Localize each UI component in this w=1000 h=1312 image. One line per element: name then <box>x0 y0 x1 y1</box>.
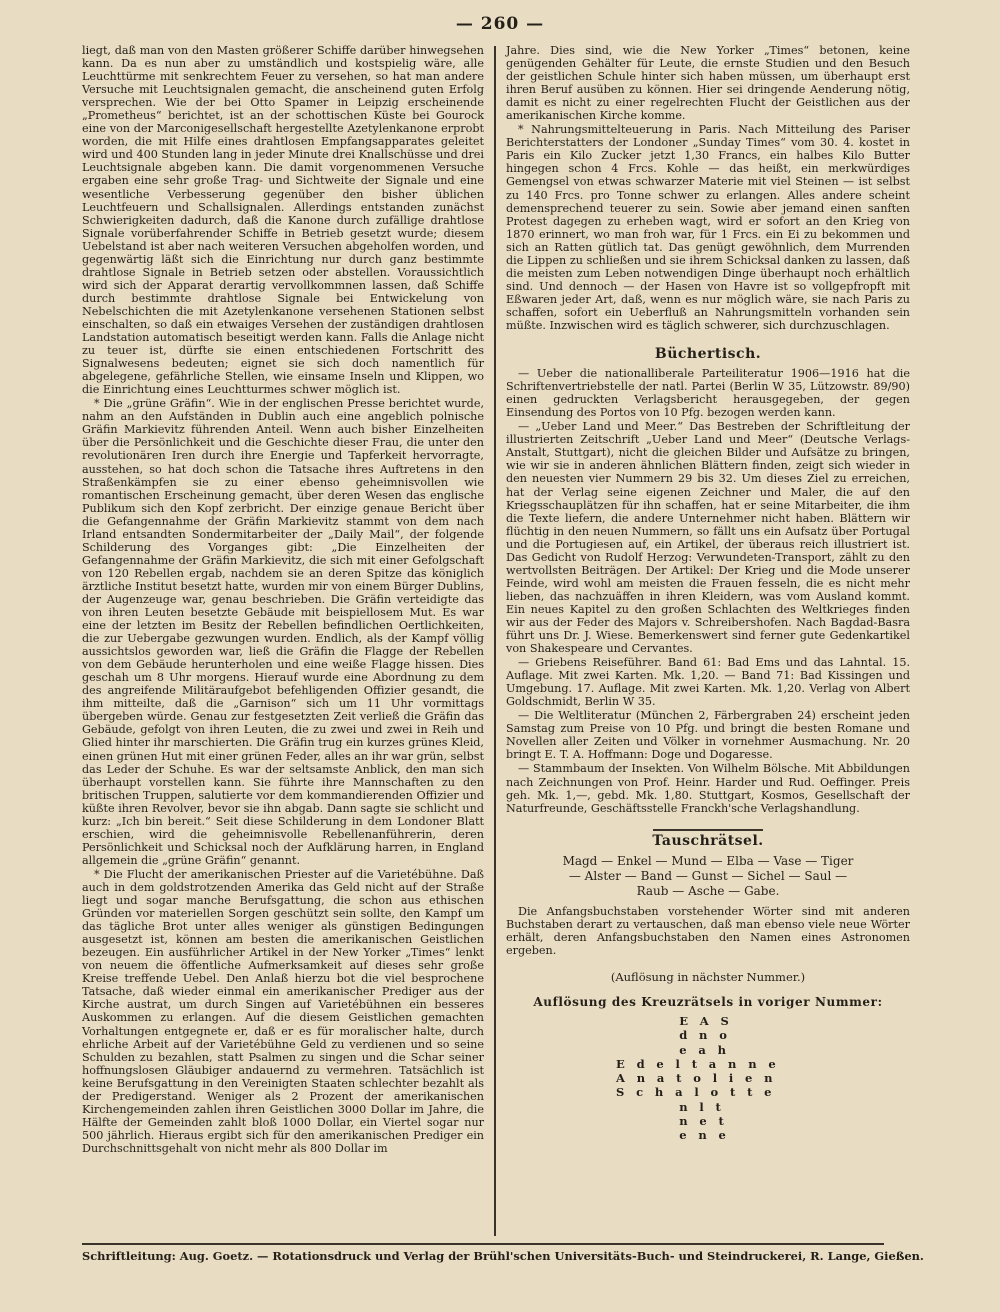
grid-row: Edeltanne <box>616 1056 788 1071</box>
puzzle-heading: Tauschrätsel. <box>652 832 764 849</box>
puzzle-word-line: — Alster — Band — Gunst — Sichel — Saul — <box>568 868 848 883</box>
grid-row: ene <box>616 1128 738 1143</box>
left-column <box>82 44 484 1156</box>
right-column <box>506 44 910 1144</box>
article-paragraph: * Die Flucht der amerikanischen Priester auf die Varietébühne. Daß auch in dem goldstrotzenden Amerika das Geld nicht auf der Straße liegt und sogar manche Berufsgattung, die schon aus ethischen Gründen vor materiellen Sorgen geschützt sein sollte, den Kampf um das tägliche Brot unter alles weniger als günstigen Bedingungen ausgesetzt ist, können am besten die amerikanischen Geistlichen bezeugen. Ein ausführlicher Artikel in der New Yorker „Times“ lenkt von neuem die öffentliche Aufmerksamkeit auf dieses sehr große Kreise treffende Uebel. Den Anlaß hierzu bot die viel besprochene Tatsache, daß wieder einmal ein amerikanischer Prediger aus der Kirche austrat, um durch Singen auf Varietébühnen ein besseres Auskommen zu erlangen. Auf die diesem Geistlichen gemachten Vorhaltungen entgegnete er, daß er es für moralischer halte, durch ehrliche Arbeit auf der Varietébühne Geld zu verdienen und so seine Schulden zu bezahlen, statt Psalmen zu singen und die Schar seiner hoffnungslosen Gläubiger andauernd zu vermehren. Tatsächlich ist keine Berufsgattung in den Vereinigten Staaten schlechter bezahlt als der Predigerstand. Weniger als 2 Prozent der amerikanischen Kirchengemeinden zahlen ihren Geistlichen 3000 Dollar im Jahre, die Hälfte der Gemeinden zahlt bloß 1000 Dollar, ein Viertel sogar nur 500 jährlich. Hieraus ergibt sich für den amerikanischen Prediger ein Durchschnittsgehalt von nicht mehr als 800 Dollar im <box>82 867 484 1155</box>
grid-row: dno <box>616 1028 739 1043</box>
grid-row: nlt <box>616 1099 733 1114</box>
books-heading: Büchertisch. <box>654 346 762 363</box>
puzzle-word-line: Raub — Asche — Gabe. <box>636 883 780 898</box>
puzzle-instructions: Die Anfangsbuchstaben vorstehender Wörter sind mit anderen Buchstaben derart zu vertauschen, daß man ebenso viele neue Wörter erhält, deren Anfangsbuchstaben den Namen eines Astronomen ergeben. <box>506 904 910 957</box>
puzzle-note: (Auflösung in nächster Nummer.) <box>610 969 806 984</box>
article-paragraph: * Nahrungsmittelteuerung in Paris. Nach Mitteilung des Pariser Berichterstatters der Londoner „Sunday Times“ vom 30. 4. kostet in Paris ein Kilo Zucker jetzt 1,30 Francs, ein halbes Kilo Butter hingegen schon 4 Frcs. Kohle — das heißt, ein merkwürdiges Gemengsel von etwas schwarzer Materie mit viel Steinen — ist selbst zu 140 Frcs. pro Tonne schwer zu erlangen. Alles andere scheint demensprechend teuerer zu sein. Sowie aber jemand einen sanften Protest dagegen zu erheben wagt, wird er sofort an den Krieg von 1870 erinnert, wo man froh war, für 1 Frcs. ein Ei zu bekommen und sich an Ratten gütlich tat. Das genügt gewöhnlich, dem Murrenden die Lippen zu schließen und sie ihrem Schicksal danken zu lassen, daß die meisten zum Leben notwendigen Dinge überhaupt noch erhältlich sind. Und dennoch — der Hasen von Havre ist so vollgepfropft mit Eßwaren jeder Art, daß, wenn es nur möglich wäre, sie nach Paris zu schaffen, sofort ein Ueberfluß an Nahrungsmitteln vorhanden sein müßte. Inzwischen wird es täglich schwerer, sich durchzuschlagen. <box>506 123 910 332</box>
column-divider <box>494 46 496 1236</box>
grid-row: Schalotte <box>616 1085 784 1100</box>
puzzle-word-line: Magd — Enkel — Mund — Elba — Vase — Tiger <box>562 853 854 868</box>
book-entry: — Ueber die nationalliberale Parteiliteratur 1906—1916 hat die Schriftenvertriebstelle der natl. Partei (Berlin W 35, Lützowstr. 89/90) einen gedruckten Verlagsbericht herausgegeben, der gegen Einsendung des Portos von 10 Pfg. bezogen werden kann. <box>506 367 910 420</box>
grid-row: Anatolien <box>616 1071 785 1086</box>
grid-row: EAS <box>616 1014 741 1028</box>
grid-row: eah <box>616 1042 738 1057</box>
book-entry: — Die Weltliteratur (München 2, Färbergraben 24) erscheint jeden Samstag zum Preise von 10 Pfg. und bringt die besten Romane und Novellen aller Zeiten und Völker in vornehmer Ausmachung. Nr. 20 bringt E. T. A. Hoffmann: Doge und Dogaresse. <box>506 709 910 762</box>
book-entry: — „Ueber Land und Meer.“ Das Bestreben der Schriftleitung der illustrierten Zeitschrift „Ueber Land und Meer“ (Deutsche Verlags-Anstalt, Stuttgart), nicht die gleichen Bilder und Aufsätze zu bringen, wie wir sie in anderen ähnlichen Blättern finden, zeigt sich wieder in den neuesten vier Nummern 29 bis 32. Um dieses Ziel zu erreichen, hat der Verlag seine eigenen Zeichner und Maler, die auf den Kriegsschauplätzen für ihn schaffen, hat er seine Mitarbeiter, die ihm die Texte liefern, die andere Unternehmer nicht haben. Blättern wir flüchtig in den neuen Nummern, so fällt uns ein Aufsatz über Portugal und die Portugiesen auf, ein Artikel, der überaus reich illustriert ist. Das Gedicht von Rudolf Herzog: Verwundeten-Transport, zählt zu den wertvollsten Beiträgen. Der Artikel: Der Krieg und die Mode unserer Feinde, wird wohl am meisten die Frauen fesseln, die es nicht mehr lieben, das nachzuäffen in ihren Kleidern, was vom Ausland kommt. Ein neues Kapitel zu den großen Schlachten des Weltkrieges finden wir aus der Feder des Majors v. Schreibershofen. Nach Bagdad-Basra führt uns Dr. J. Wiese. Bemerkenswert sind ferner gute Gedenkartikel von Shakespeare und Cervantes. <box>506 420 910 656</box>
imprint-footer: Schriftleitung: Aug. Goetz. — Rotationsdruck und Verlag der Brühl'schen Universitäts-Buch- und Steindruckerei, R. Lange, Gießen. <box>82 1249 924 1263</box>
crossword-solution-grid <box>616 1015 910 1144</box>
page-number: — 260 — <box>455 14 545 34</box>
puzzle-word-list <box>506 854 910 899</box>
section-separator <box>653 829 763 831</box>
book-entry: — Stammbaum der Insekten. Von Wilhelm Bölsche. Mit Abbildungen nach Zeichnungen von Prof. Heinr. Harder und Rud. Oeffinger. Preis geh. Mk. 1,—, gebd. Mk. 1,80. Stuttgart, Kosmos, Gesellschaft der Naturfreunde, Geschäftsstelle Franckh'sche Verlagshandlung. <box>506 762 910 815</box>
grid-row: net <box>616 1114 736 1129</box>
solution-heading: Auflösung des Kreuzrätsels in voriger Nummer: <box>533 994 883 1009</box>
book-entry: — Griebens Reiseführer. Band 61: Bad Ems und das Lahntal. 15. Auflage. Mit zwei Karten. Mk. 1,20. — Band 71: Bad Kissingen und Umgebung. 17. Auflage. Mit zwei Karten. Mk. 1,20. Verlag von Albert Goldschmidt, Berlin W 35. <box>506 656 910 709</box>
article-paragraph: liegt, daß man von den Masten größerer Schiffe darüber hinwegsehen kann. Da es nun aber zu umständlich und kostspielig wäre, alle Leuchttürme mit senkrechtem Feuer zu versehen, so hat man andere Versuche mit Leuchtsignalen gemacht, die anscheinend guten Erfolg versprechen. Wie der bei Otto Spamer in Leipzig erscheinende „Prometheus“ berichtet, ist an der schottischen Küste bei Gourock eine von der Marconigesellschaft hergestellte Azetylenkanone erprobt worden, die mit Hilfe eines drahtlosen Empfangsapparates geleitet wird und 400 Stunden lang in jeder Minute drei Knallschüsse und drei Leuchtsignale abgeben kann. Die damit vorgenommenen Versuche ergaben eine sehr große Trag- und Sichtweite der Signale und eine wesentliche Verbesserung gegenüber den bisher üblichen Leuchtfeuern und Schallsignalen. Allerdings entstanden zunächst Schwierigkeiten dadurch, daß die Kanone durch zufällige drahtlose Signale vorüberfahrender Schiffe in Betrieb gesetzt wurde; diesem Uebelstand ist aber nach weiteren Versuchen abgeholfen worden, und gegenwärtig läßt sich die Einrichtung nur durch ganz bestimmte drahtlose Signale in Betrieb setzen oder abstellen. Voraussichtlich wird sich der Apparat derartig vervollkommnen lassen, daß Schiffe durch bestimmte drahtlose Signale bei Entwickelung von Nebelschichten die mit Azetylenkanone versehenen Stationen selbst einschalten, so daß ein etwaiges Versehen der zuständigen drahtlosen Landstation automatisch beseitigt werden kann. Falls die Anlage nicht zu teuer ist, dürfte sie einen entschiedenen Fortschritt des Signalwesens bedeuten; eignet sie sich doch namentlich für abgelegene, gefährliche Stellen, wie einsame Inseln und Klippen, wo die Einrichtung eines Leuchtturmes schwer möglich ist. <box>82 44 484 397</box>
article-paragraph: Jahre. Dies sind, wie die New Yorker „Times“ betonen, keine genügenden Gehälter für Leute, die ernste Studien und den Besuch der geistlichen Schule hinter sich haben müssen, um überhaupt erst ihren Beruf ausüben zu können. Hier sei dringende Aenderung nötig, damit es nicht zu einer regelrechten Flucht der Geistlichen aus der amerikanischen Kirche komme. <box>506 44 910 123</box>
footer-rule <box>82 1243 884 1245</box>
article-paragraph: * Die „grüne Gräfin“. Wie in der englischen Presse berichtet wurde, nahm an den Aufständen in Dublin auch eine angeblich polnische Gräfin Markievitz führenden Anteil. Wenn auch bisher Einzelheiten über die Persönlichkeit und die Geschichte dieser Frau, die unter den revolutionären Iren durch ihre Energie und Tapferkeit hervorragte, ausstehen, so hat doch schon die Tatsache ihres Auftretens in den Straßenkämpfen sie zu einer ebenso geheimnisvollen wie romantischen Erscheinung gemacht, über deren Wesen das englische Publikum sich den Kopf zerbricht. Der einzige genaue Bericht über die Gefangennahme der Gräfin Markievitz stammt von dem nach Irland entsandten Sondermitarbeiter der „Daily Mail“, der folgende Schilderung des Vorganges gibt: „Die Einzelheiten der Gefangennahme der Gräfin Markievitz, die sich mit einer Gefolgschaft von 120 Rebellen ergab, nachdem sie an deren Spitze das königlich ärztliche Institut besetzt hatte, wurden mir von einem Bürger Dublins, der Augenzeuge war, genau beschrieben. Die Gräfin verteidigte das von ihren Leuten besetzte Gebäude mit beispiellosem Mut. Es war eine der letzten im Besitz der Rebellen befindlichen Oertlichkeiten, die zur Uebergabe gezwungen wurden. Endlich, als der Kampf völlig aussichtslos geworden war, ließ die Gräfin die Flagge der Rebellen von dem Gebäude herunterholen und eine weiße Flagge hissen. Dies geschah um 8 Uhr morgens. Hierauf wurde eine Abordnung zu dem des angreifende Militäraufgebot befehligenden Offizier gesandt, die ihm mitteilte, daß die „Garnison“ sich um 11 Uhr vormittags übergeben würde. Genau zur festgesetzten Zeit verließ die Gräfin das Gebäude, gefolgt von ihren Leuten, die zu zwei und zwei in Reih und Glied hinter ihr marschierten. Die Gräfin trug ein kurzes grünes Kleid, einen grünen Hut mit einer grünen Feder, alles an ihr war grün, selbst das Leder der Schuhe. Es war der seltsamste Anblick, den man sich überhaupt vorstellen kann. Sie führte ihre Mannschaften zu den britischen Truppen, salutierte vor dem kommandierenden Offizier und küßte ihren Revolver, bevor sie ihn abgab. Dann sagte sie schlicht und kurz: „Ich bin bereit.“ Seit diese Schilderung in dem Londoner Blatt erschien, wird die geheimnisvolle Rebellenanführerin, deren Persönlichkeit und Schicksal noch der Aufklärung harren, in England allgemein die „grüne Gräfin“ genannt. <box>82 397 484 867</box>
